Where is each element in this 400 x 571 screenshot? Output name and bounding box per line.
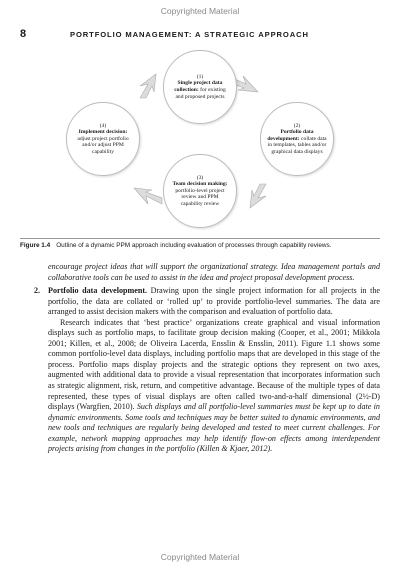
caption-text: Outline of a dynamic PPM approach including evaluation of processes through capability reviews. — [56, 242, 332, 249]
caption-rule — [20, 238, 380, 239]
list-item-text: Drawing upon the single project information for all projects in the portfolio, the data are collated or ‘rolled up’ to provide portfolio-level summaries. The data are arranged to assist decision makers with the comparison and evaluation of portfolio data. — [48, 286, 380, 317]
cycle-node-1 — [163, 50, 237, 124]
continuation-paragraph: encourage project ideas that will support the organizational strategy. Idea management portals and collaborative tools can be used to assist in the idea and project proposal development process. — [48, 262, 380, 282]
node-body: collate data in templates, tables and/or graphical data displays — [267, 135, 327, 155]
node-title: Team decision making: — [172, 181, 228, 188]
research-paragraph — [48, 318, 380, 455]
node-title: Portfolio data development: — [267, 129, 314, 142]
cycle-node-3 — [163, 154, 237, 228]
node-title: Implement decision: — [78, 129, 128, 136]
arrow-bottom-right-icon — [238, 182, 270, 210]
ppm-cycle-diagram — [60, 50, 340, 230]
list-item-2 — [34, 286, 380, 318]
cycle-node-4 — [66, 102, 140, 176]
node-number: (4) — [99, 122, 107, 129]
cycle-node-2 — [260, 102, 334, 176]
research-paragraph-italic: Such displays and all portfolio-level summaries must be kept up to date in dynamic environments. Some tools and techniques may be better suited to dynamic environments, and new tools and techniques are regularly being developed and tested to meet current challenges. For example, network mapping approaches may help identify flow-on effects among interdependent projects arising from changes in the portfolio (Killen & Kjaer, 2012). — [48, 402, 380, 454]
caption-label: Figure 1.4 — [20, 242, 51, 249]
node-title: Single project data collection: — [174, 80, 223, 93]
watermark-bottom: Copyrighted Material — [160, 552, 240, 562]
node-body: portfolio-level project review and PPM capability review — [175, 187, 225, 207]
list-item-title: Portfolio data development. — [48, 286, 148, 296]
research-paragraph-text: Research indicates that ‘best practice’ organizations create graphical and visual information displays such as portfolio maps, to facilitate group decision making (Cooper, et al., 2001; Mikkola 2001; Killen, et al., 2008; de Oliveira Lacerda, Ensslin & Ensslin, 2011). Figure 1.1 shows some common portfolio-level data displays, including portfolio maps that are developed in this stage of the process. Portfolio maps display projects and the strategic options they represent on two axes, augmented with additional data to provide a visual representation that incorporates information such as strategic alignment, risk, return, and competitive advantage. Because of the multiple types of data represented, these types of visual displays are often called two-and-a-half dimensional (2½-D) displays (Wargfien, 2010). — [48, 317, 380, 412]
arrow-bottom-left-icon — [132, 182, 164, 210]
page-header — [20, 28, 380, 42]
node-number: (3) — [196, 174, 204, 181]
watermark-top: Copyrighted Material — [160, 6, 240, 16]
page-number: 8 — [20, 28, 27, 40]
node-body: for existing and proposed projects — [175, 87, 226, 100]
running-head: PORTFOLIO MANAGEMENT: A STRATEGIC APPROACH — [70, 30, 309, 39]
node-body: adjust project portfolio and/or adjust PPM capability — [77, 135, 129, 155]
figure-caption — [20, 242, 380, 249]
node-number: (1) — [196, 73, 204, 80]
list-item-number: 2. — [34, 286, 41, 296]
body-text — [34, 262, 380, 455]
node-number: (2) — [293, 122, 301, 129]
